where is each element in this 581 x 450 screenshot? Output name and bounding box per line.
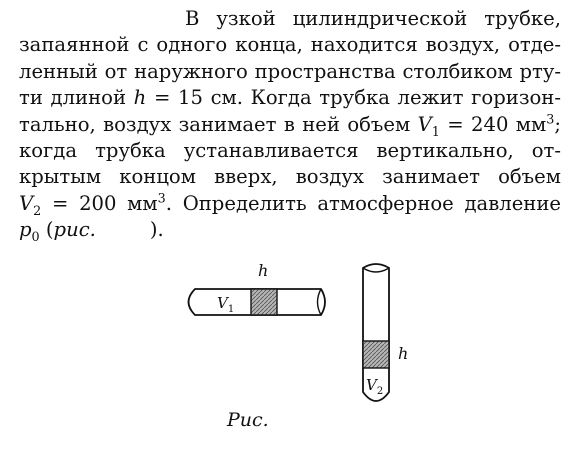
text-segment: тально, воздух занимает в ней объем: [19, 112, 418, 136]
text-segment: . Определить атмосферное давление: [165, 191, 562, 215]
vertical-tube: [363, 264, 408, 401]
mercury-column-horizontal: [251, 289, 277, 315]
text-segment: запаянной с одного конца, находится воздух, отде-: [19, 33, 561, 57]
text-segment: = 200 мм: [41, 191, 158, 215]
variable-v: V: [19, 191, 34, 215]
text-segment: (: [39, 218, 54, 242]
text-segment: В узкой цилиндрической трубке,: [185, 7, 561, 30]
vertical-tube-opening: [363, 268, 389, 272]
figure-reference: рис.: [53, 218, 96, 242]
text-segment: ленный от наружного пространства столбиком рту-: [19, 59, 561, 83]
label-v1: $V_1$: [217, 294, 235, 315]
horizontal-tube: [189, 261, 326, 315]
superscript: 3: [546, 112, 555, 128]
text-segment: ти длиной: [19, 86, 134, 110]
variable-v: V: [417, 112, 432, 136]
horizontal-tube-opening: [318, 289, 322, 315]
text-segment: когда трубка устанавливается вертикально, от-: [19, 139, 561, 163]
subscript: 2: [33, 203, 42, 219]
subscript: 1: [431, 124, 440, 140]
label-v2: $V_2$: [366, 376, 384, 397]
figure-caption: Рис.: [227, 409, 269, 431]
mercury-column-vertical: [363, 341, 389, 368]
subscript: 0: [31, 230, 40, 246]
variable-h: h: [133, 86, 147, 110]
text-segment: крытым концом вверх, воздух занимает объем: [19, 165, 561, 189]
superscript: 3: [157, 191, 166, 207]
label-h-horizontal: h: [258, 261, 269, 280]
text-segment: = 15 см. Когда трубка лежит горизон-: [146, 86, 561, 110]
label-h-vertical: h: [398, 344, 409, 363]
variable-p: p: [19, 218, 32, 242]
text-segment: ;: [554, 112, 562, 136]
text-segment: = 240 мм: [439, 112, 547, 136]
text-segment: ).: [149, 218, 164, 242]
